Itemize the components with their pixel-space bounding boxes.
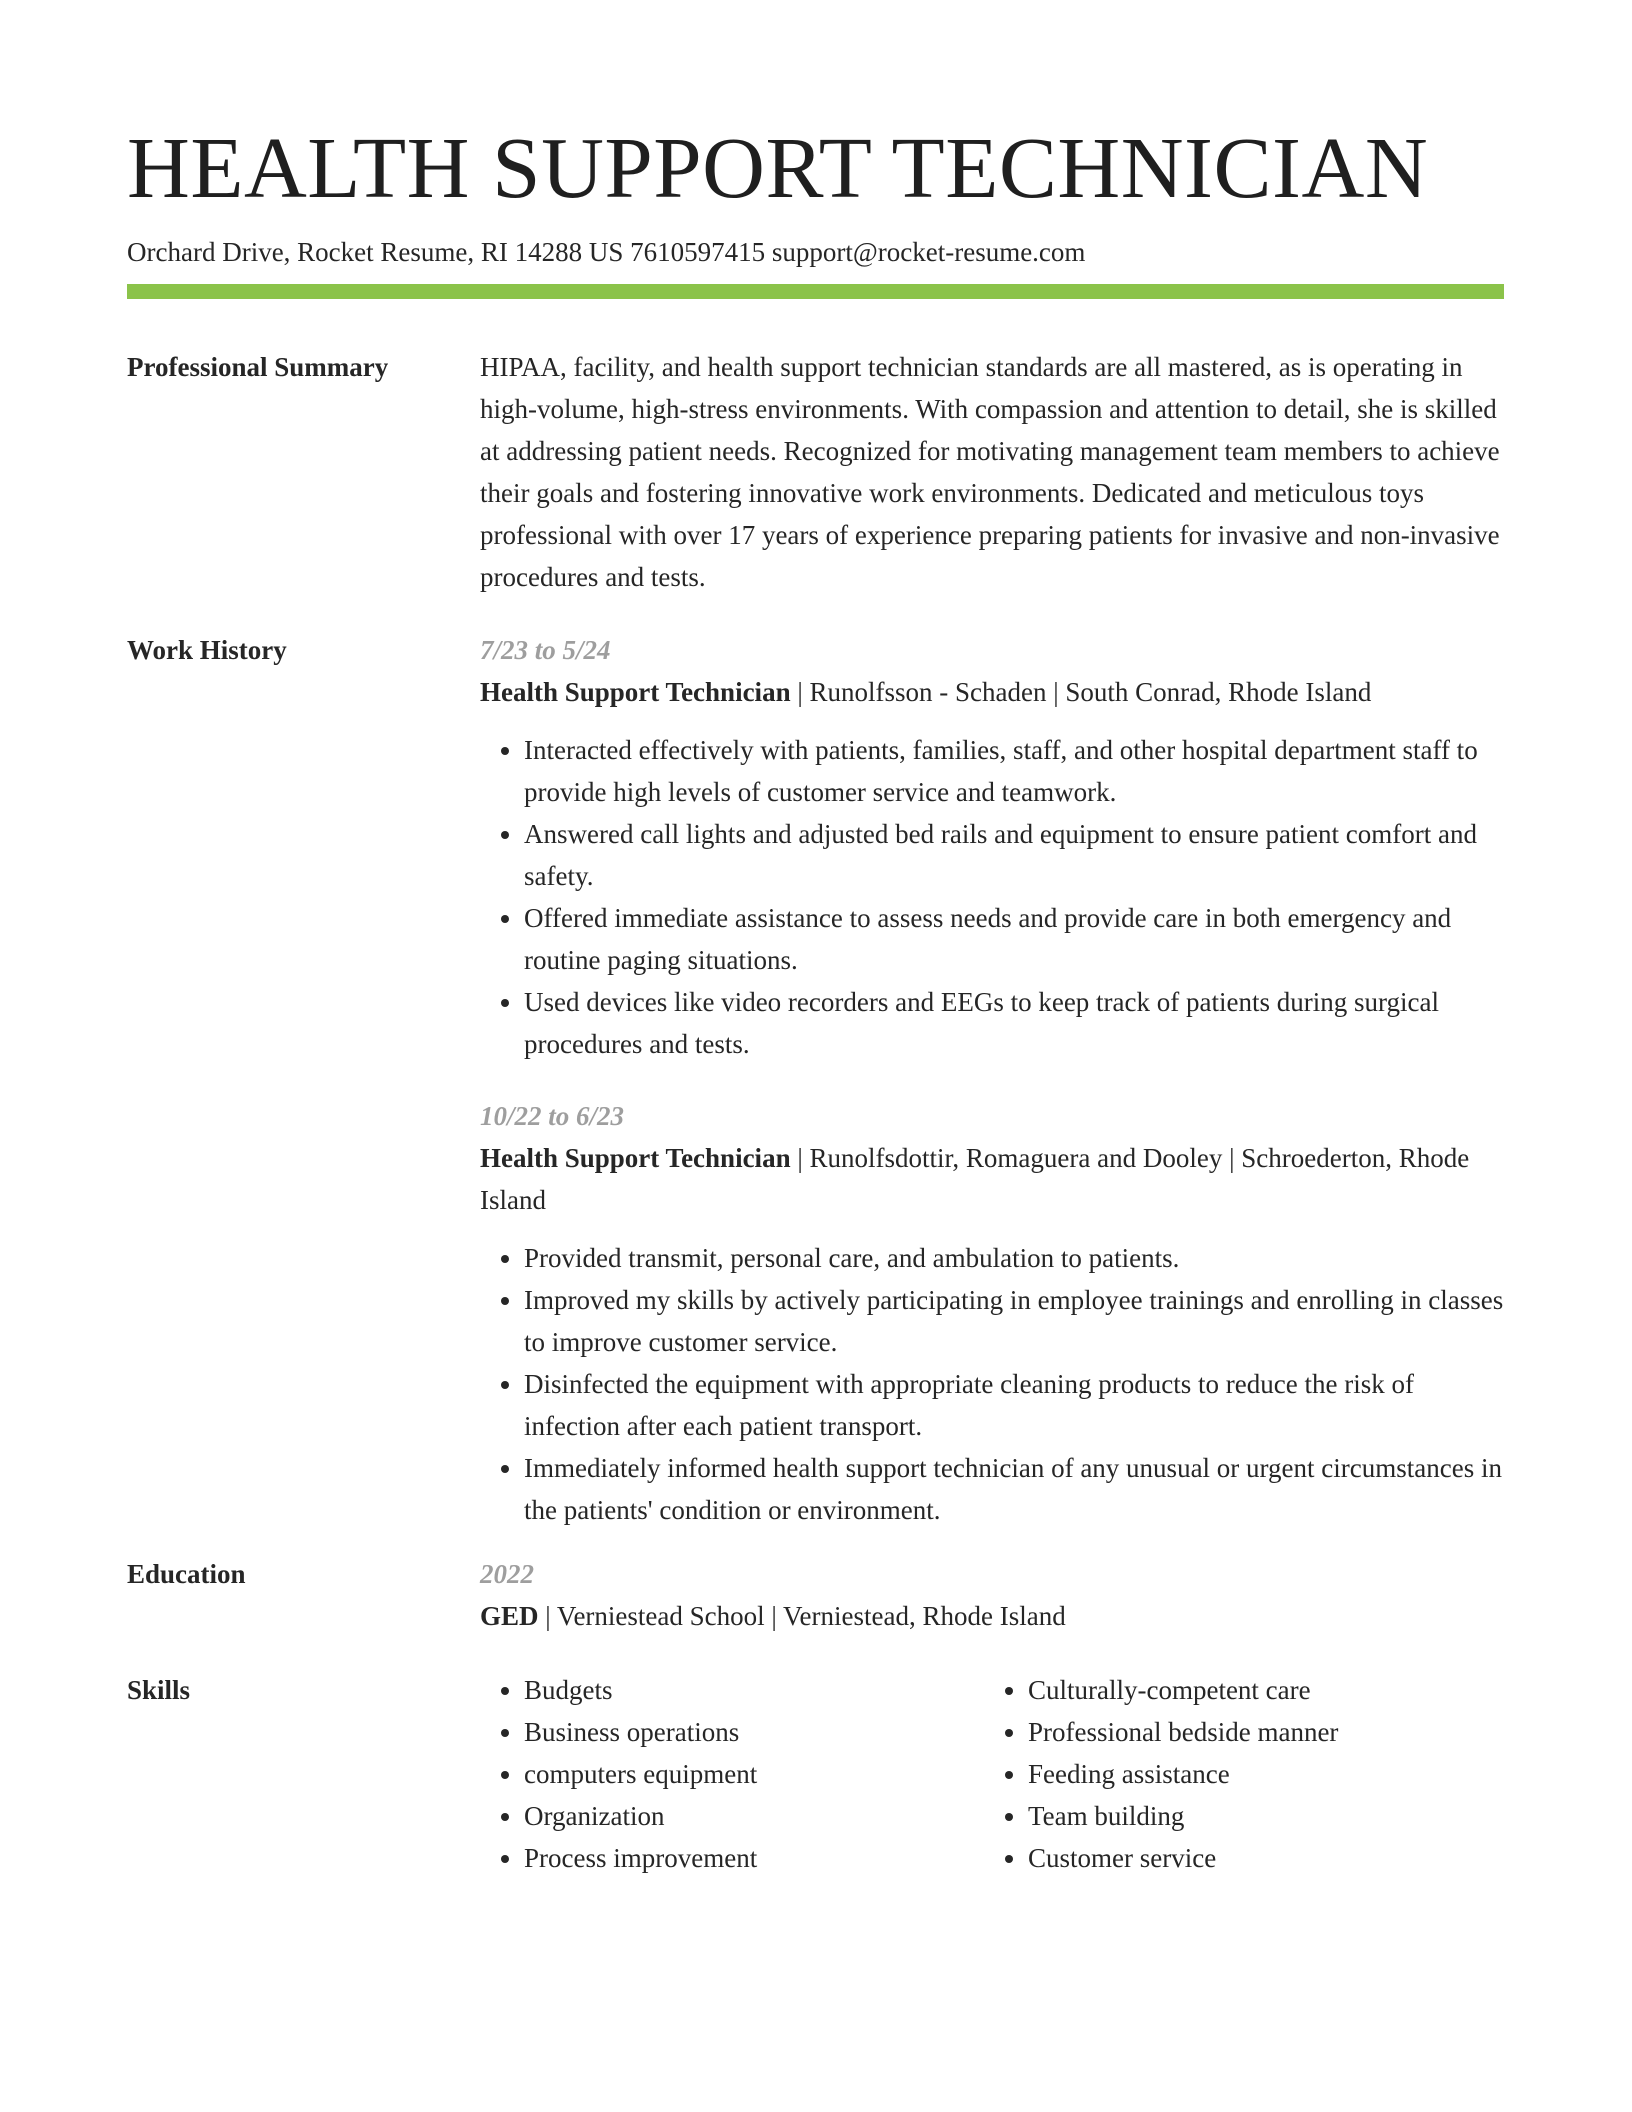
education-year: 2022	[480, 1559, 534, 1589]
skill-item: • Customer service	[1028, 1837, 1338, 1879]
skill-item: • Culturally-competent care	[1028, 1669, 1338, 1711]
header-divider	[127, 284, 1504, 299]
job-role: Health Support Technician	[480, 677, 791, 707]
skill-item: • Professional bedside manner	[1028, 1711, 1338, 1753]
education-heading: Education	[127, 1559, 246, 1589]
skill-item: • Organization	[524, 1795, 984, 1837]
work-history-section	[127, 629, 1504, 1531]
skill-item: • Budgets	[524, 1669, 984, 1711]
job-employer: | Runolfsson - Schaden | South Conrad, Rhode Island	[790, 677, 1372, 707]
skill-item: • Feeding assistance	[1028, 1753, 1338, 1795]
summary-text: HIPAA, facility, and health support technician standards are all mastered, as is operating in high-volume, high-stress environments. With compassion and attention to detail, she is skilled at addressing patient needs. Recognized for motivating management team members to achieve their goals and fostering innovative work environments. Dedicated and meticulous toys professional with over 17 years of experience preparing patients for invasive and non-invasive procedures and tests.	[480, 352, 1500, 592]
job-entry	[480, 1095, 1504, 1531]
job-bullet: • Provided transmit, personal care, and ambulation to patients.	[524, 1237, 1504, 1279]
skill-item: • Process improvement	[524, 1837, 984, 1879]
skills-body	[480, 1669, 1504, 1879]
job-title-line	[480, 671, 1504, 713]
skill-item: • Team building	[1028, 1795, 1338, 1837]
contact-line: Orchard Drive, Rocket Resume, RI 14288 US 7610597415 support@rocket-resume.com	[127, 237, 1086, 267]
education-line	[480, 1595, 1504, 1637]
work-history-body	[480, 629, 1504, 1531]
skills-list-left	[480, 1669, 984, 1879]
job-dates: 10/22 to 6/23	[480, 1101, 625, 1131]
resume-name: HEALTH SUPPORT TECHNICIAN	[127, 119, 1429, 216]
job-bullet: • Improved my skills by actively participating in employee trainings and enrolling in classes to improve customer service.	[524, 1279, 1504, 1363]
skill-item: • computers equipment	[524, 1753, 984, 1795]
job-bullets	[480, 1237, 1504, 1531]
summary-heading: Professional Summary	[127, 352, 389, 382]
job-bullet: • Immediately informed health support technician of any unusual or urgent circumstances in the patients' condition or environment.	[524, 1447, 1504, 1531]
job-employer: | Runolfsdottir, Romaguera and Dooley | Schroederton, Rhode Island	[480, 1143, 1470, 1215]
skills-section	[127, 1669, 1504, 1879]
job-bullet: • Interacted effectively with patients, families, staff, and other hospital department staff to provide high levels of customer service and teamwork.	[524, 729, 1504, 813]
job-dates: 7/23 to 5/24	[480, 635, 611, 665]
job-entry	[480, 629, 1504, 1065]
skills-columns	[480, 1669, 1504, 1879]
resume-page	[127, 118, 1504, 1879]
education-section	[127, 1553, 1504, 1637]
work-history-heading: Work History	[127, 635, 287, 665]
job-bullets	[480, 729, 1504, 1065]
job-bullet: • Answered call lights and adjusted bed rails and equipment to ensure patient comfort and safety.	[524, 813, 1504, 897]
job-title-line	[480, 1137, 1504, 1221]
skills-heading: Skills	[127, 1675, 191, 1705]
skills-list-right	[984, 1669, 1338, 1879]
skill-item: • Business operations	[524, 1711, 984, 1753]
job-role: Health Support Technician	[480, 1143, 791, 1173]
education-school: | Verniestead School | Verniestead, Rhode Island	[538, 1601, 1066, 1631]
education-body	[480, 1553, 1504, 1637]
summary-section	[127, 346, 1504, 598]
job-bullet: • Offered immediate assistance to assess needs and provide care in both emergency and routine paging situations.	[524, 897, 1504, 981]
job-bullet: • Used devices like video recorders and EEGs to keep track of patients during surgical procedures and tests.	[524, 981, 1504, 1065]
education-degree: GED	[480, 1601, 539, 1631]
job-bullet: • Disinfected the equipment with appropriate cleaning products to reduce the risk of infection after each patient transport.	[524, 1363, 1504, 1447]
